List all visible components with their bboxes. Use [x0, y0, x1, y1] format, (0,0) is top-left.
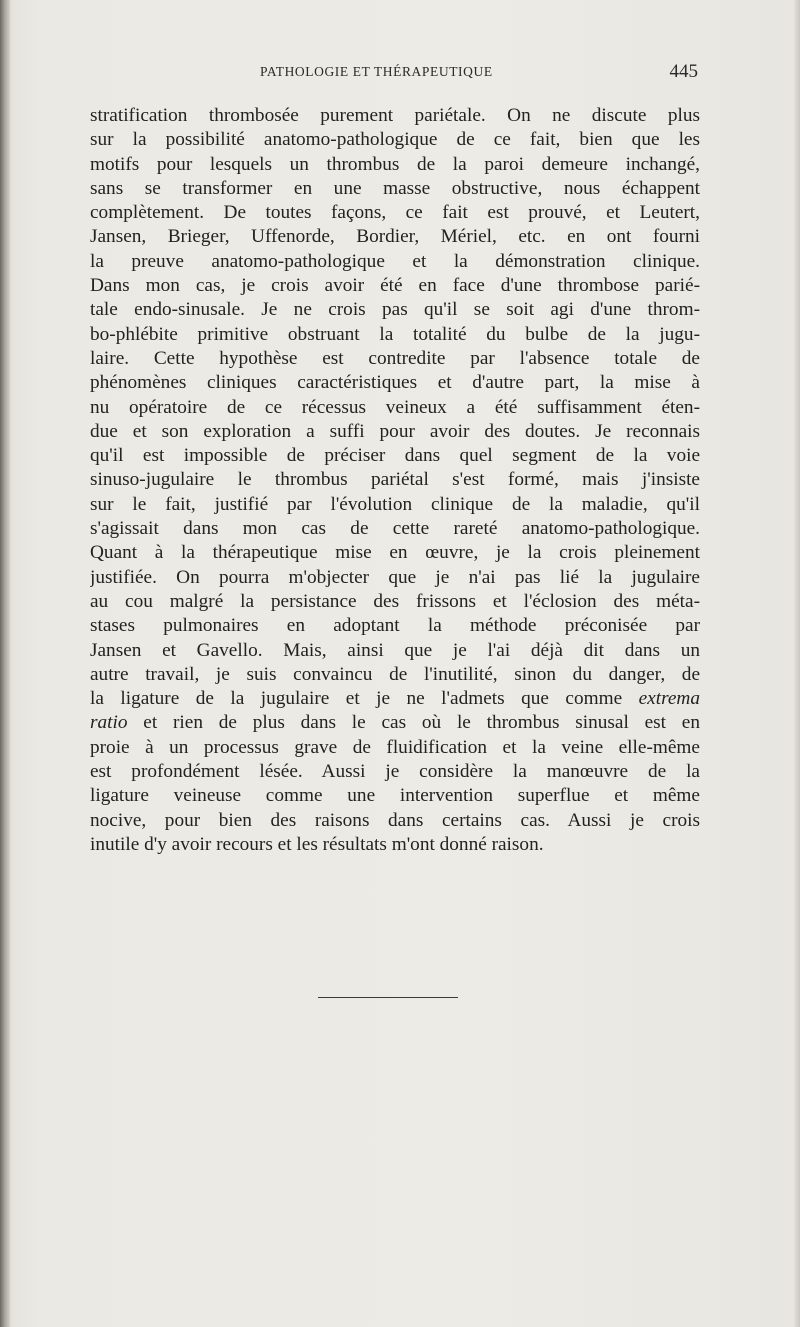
text-line: Quant à la thérapeutique mise en œuvre, je la crois pleinement — [90, 542, 700, 564]
text-line: proie à un processus grave de fluidification et la veine elle-même — [90, 736, 700, 758]
text-line: est profondément lésée. Aussi je considère la manœuvre de la — [90, 761, 700, 783]
italic-phrase: ratio — [90, 712, 128, 734]
running-title: PATHOLOGIE ET THÉRAPEUTIQUE — [260, 64, 493, 79]
body-text — [90, 104, 700, 857]
end-rule — [318, 997, 458, 998]
text-line-with-italic — [90, 711, 700, 735]
text-line: qu'il est impossible de préciser dans quel segment de la voie — [90, 445, 700, 467]
text-line: stratification thrombosée purement pariétale. On ne discute plus — [90, 105, 700, 126]
text-line: due et son exploration a suffi pour avoir des doutes. Je reconnais — [90, 420, 700, 442]
italic-phrase: extrema — [638, 688, 700, 710]
text-line: inutile d'y avoir recours et les résultats m'ont donné raison. — [90, 833, 544, 855]
text-line: complètement. De toutes façons, ce fait est prouvé, et Leutert, — [90, 202, 700, 224]
text-line: autre travail, je suis convaincu de l'inutilité, sinon du danger, de — [90, 663, 700, 685]
text-line: sur la possibilité anatomo-pathologique de ce fait, bien que les — [90, 129, 700, 151]
text-fragment: et rien de plus dans le cas où le thrombus sinusal est en — [143, 712, 700, 734]
text-fragment: la ligature de la jugulaire et je ne l'admets que comme — [90, 688, 623, 710]
text-line: justifiée. On pourra m'objecter que je n'ai pas lié la jugulaire — [90, 566, 700, 588]
text-line: nu opératoire de ce récessus veineux a été suffisamment éten- — [90, 396, 700, 418]
text-line: laire. Cette hypothèse est contredite par l'absence totale de — [90, 347, 700, 369]
text-line: s'agissait dans mon cas de cette rareté anatomo-pathologique. — [90, 518, 700, 540]
text-line: la preuve anatomo-pathologique et la démonstration clinique. — [90, 250, 700, 272]
text-line: au cou malgré la persistance des frissons et l'éclosion des méta- — [90, 590, 700, 612]
text-line: ligature veineuse comme une intervention superflue et même — [90, 785, 700, 807]
text-line: sur le fait, justifié par l'évolution clinique de la maladie, qu'il — [90, 493, 700, 515]
text-line: motifs pour lesquels un thrombus de la paroi demeure inchangé, — [90, 153, 700, 175]
page-edge — [794, 0, 800, 1327]
text-line: sans se transformer en une masse obstructive, nous échappent — [90, 177, 700, 199]
running-head — [90, 62, 700, 86]
text-line: phénomènes cliniques caractéristiques et d'autre part, la mise à — [90, 372, 700, 394]
page-number: 445 — [669, 61, 698, 82]
text-line: Jansen, Brieger, Uffenorde, Bordier, Mériel, etc. en ont fourni — [90, 226, 700, 248]
text-line: nocive, pour bien des raisons dans certains cas. Aussi je crois — [90, 809, 700, 831]
text-line: Dans mon cas, je crois avoir été en face d'une thrombose parié- — [90, 275, 700, 297]
binding-edge — [0, 0, 10, 1327]
text-line: bo-phlébite primitive obstruant la totalité du bulbe de la jugu- — [90, 323, 700, 345]
text-line: Jansen et Gavello. Mais, ainsi que je l'ai déjà dit dans un — [90, 639, 700, 661]
text-line: stases pulmonaires en adoptant la méthode préconisée par — [90, 615, 700, 637]
text-line: sinuso-jugulaire le thrombus pariétal s'est formé, mais j'insiste — [90, 469, 700, 491]
text-line-with-italic — [90, 687, 700, 711]
text-line: tale endo-sinusale. Je ne crois pas qu'il se soit agi d'une throm- — [90, 299, 700, 321]
